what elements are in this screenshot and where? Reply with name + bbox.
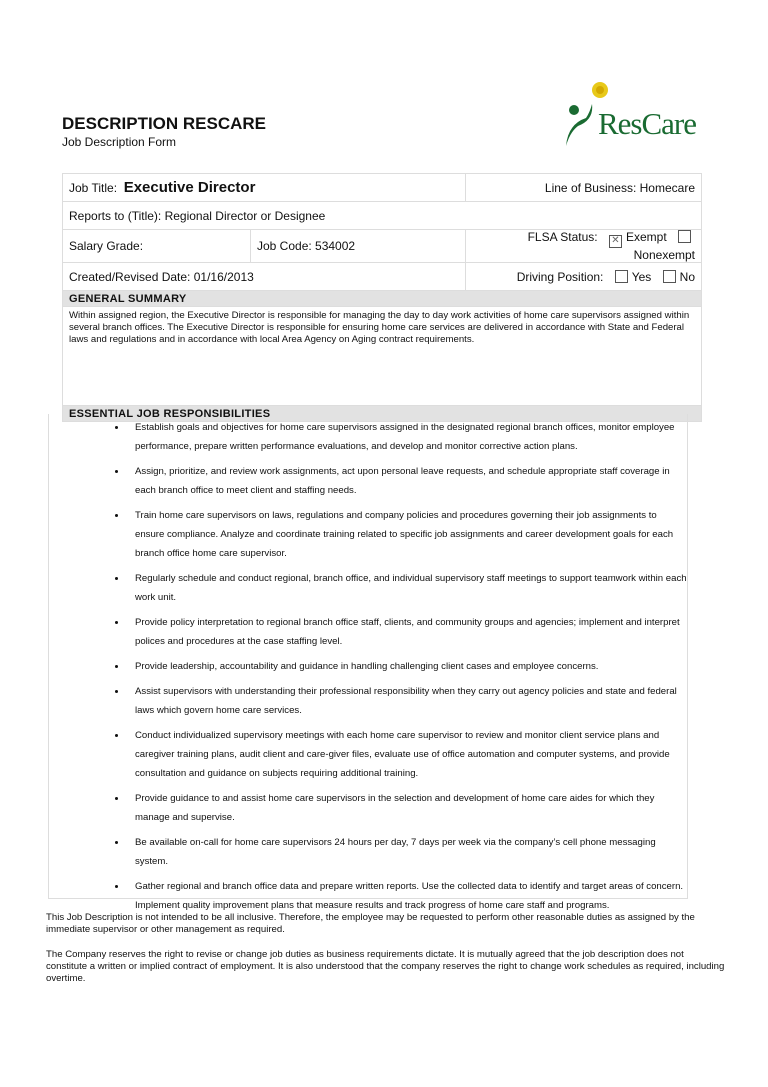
document-title: DESCRIPTION RESCARE xyxy=(62,114,267,133)
driving-yes-checkbox[interactable] xyxy=(615,270,628,283)
job-title-label: Job Title: xyxy=(69,181,118,195)
reports-to: Reports to (Title): Regional Director or Designee xyxy=(63,202,702,230)
responsibility-item: • Assist supervisors with understanding their professional responsibility when they carry out agency policies and state and federal laws which govern home care services. xyxy=(127,682,687,720)
exempt-checkbox[interactable]: ✕ xyxy=(609,235,622,248)
responsibility-item: • Regularly schedule and conduct regional, branch office, and individual supervisory staff meetings to support teamwork within each work unit. xyxy=(127,569,687,607)
rescare-logo xyxy=(560,76,700,148)
responsibility-item: • Be available on-call for home care supervisors 24 hours per day, 7 days per week via the company’s cell phone messaging system. xyxy=(127,833,687,871)
responsibilities-heading: ESSENTIAL JOB RESPONSIBILITIES xyxy=(63,406,702,422)
created-date: Created/Revised Date: 01/16/2013 xyxy=(63,263,466,291)
job-title-value: Executive Director xyxy=(123,179,256,196)
driving-yes-label: Yes xyxy=(631,269,652,284)
responsibility-item: • Conduct individualized supervisory meetings with each home care supervisor to review and monitor client service plans and caregiver training plans, audit client and care-giver files, evaluate use of office automation and computer systems, and provide consultation and guidance on subjects requiring additional training. xyxy=(127,726,687,783)
logo-text: ResCare xyxy=(598,106,697,141)
driving-label: Driving Position: xyxy=(516,269,604,284)
flsa-status xyxy=(465,230,701,263)
exempt-label: Exempt xyxy=(625,230,667,244)
driving-no-label: No xyxy=(679,269,695,284)
responsibility-item: • Provide guidance to and assist home care supervisors in the selection and development of home care aides for which they manage and supervise. xyxy=(127,789,687,827)
salary-grade: Salary Grade: xyxy=(63,230,251,263)
nonexempt-label: Nonexempt xyxy=(633,248,695,262)
footer-rights: The Company reserves the right to revise or change job duties as business requirements dictate. It is mutually agreed that the job description does not constitute a written or implied contract of employment. It is also understood that the company reserves the right to change work schedules as required, including overtime. xyxy=(46,949,725,984)
flsa-label: FLSA Status: xyxy=(527,230,598,244)
responsibilities-list xyxy=(49,414,687,915)
line-of-business: Line of Business: Homecare xyxy=(465,174,701,202)
responsibility-item: • Establish goals and objectives for home care supervisors assigned in the designated regional branch offices, monitor employee performance, prepare written performance evaluations, and develop and monitor corrective action plans. xyxy=(127,418,687,456)
responsibility-item: • Assign, prioritize, and review work assignments, act upon personal leave requests, and schedule appropriate staff coverage in each branch office to meet client and staffing needs. xyxy=(127,462,687,500)
footer-disclaimer: This Job Description is not intended to be all inclusive. Therefore, the employee may be requested to perform other reasonable duties as assigned by the immediate supervisor or other management as required. xyxy=(46,912,695,935)
job-info-table xyxy=(62,173,702,422)
general-summary-heading: GENERAL SUMMARY xyxy=(63,291,702,307)
responsibility-item: • Provide policy interpretation to regional branch office staff, clients, and community groups and agencies; implement and interpret polices and procedures at the case staffing level. xyxy=(127,613,687,651)
responsibility-item: • Provide leadership, accountability and guidance in handling challenging client cases and employee concerns. xyxy=(127,657,687,676)
job-code: Job Code: 534002 xyxy=(251,230,466,263)
driving-no-checkbox[interactable] xyxy=(663,270,676,283)
driving-position xyxy=(465,263,701,291)
responsibilities-box xyxy=(48,414,688,911)
general-summary-text: Within assigned region, the Executive Director is responsible for managing the day to day work activities of home care supervisors assigned within several branch offices. The Executive Director is responsible for ensuring home care services are delivered in accordance with State and Federal laws and regulations and in accordance with local Area Agency on Aging contract requirements. xyxy=(63,307,702,406)
nonexempt-checkbox[interactable] xyxy=(678,230,691,243)
responsibility-item: • Train home care supervisors on laws, regulations and company policies and procedures governing their job assignments to ensure compliance. Analyze and coordinate training related to specific job assignments and career development goals for each branch office home care supervisor. xyxy=(127,506,687,563)
responsibility-item: • Gather regional and branch office data and prepare written reports. Use the collected data to identify and target areas of concern. Implement quality improvement plans that measure results and track progress of home care staff and programs. xyxy=(127,877,687,915)
document-subtitle: Job Description Form xyxy=(62,135,177,149)
